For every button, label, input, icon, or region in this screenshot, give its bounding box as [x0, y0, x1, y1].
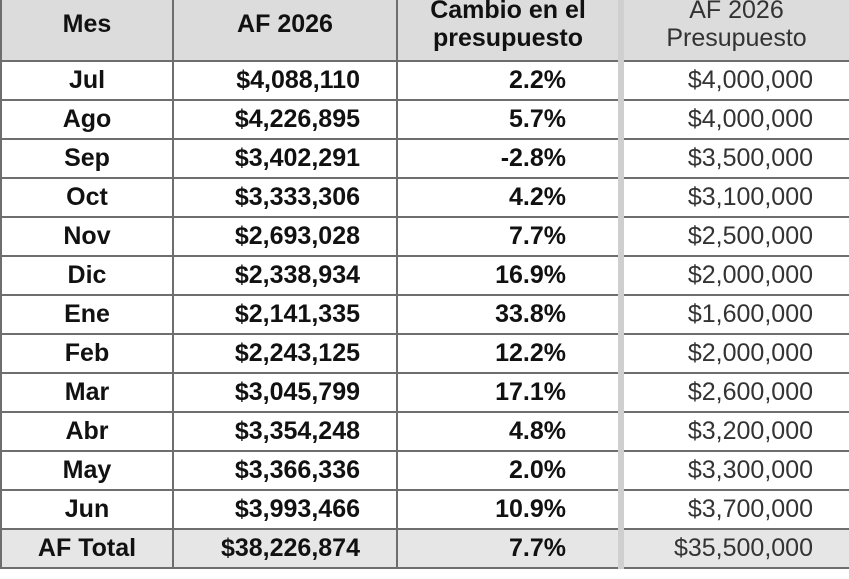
table-row — [1, 373, 849, 412]
table-row — [1, 178, 849, 217]
cell-presupuesto: $3,300,000 — [621, 451, 849, 490]
table-row — [1, 490, 849, 529]
header-row — [1, 0, 849, 61]
cell-presupuesto: $2,600,000 — [621, 373, 849, 412]
cell-cambio: 4.8% — [397, 412, 621, 451]
header-presupuesto — [621, 0, 849, 61]
total-row — [1, 529, 849, 568]
cell-presupuesto: $2,500,000 — [621, 217, 849, 256]
table-row — [1, 217, 849, 256]
header-pres-line1: AF 2026 — [689, 0, 784, 24]
cell-mes: Jun — [1, 490, 173, 529]
cell-cambio: 5.7% — [397, 100, 621, 139]
cell-cambio: 2.2% — [397, 61, 621, 100]
cell-cambio: 12.2% — [397, 334, 621, 373]
table-row — [1, 334, 849, 373]
total-af: $38,226,874 — [173, 529, 397, 568]
cell-mes: Nov — [1, 217, 173, 256]
cell-presupuesto: $1,600,000 — [621, 295, 849, 334]
cell-af: $3,354,248 — [173, 412, 397, 451]
table-row — [1, 451, 849, 490]
table-row — [1, 256, 849, 295]
header-cambio-line2: presupuesto — [432, 24, 584, 52]
cell-af: $2,693,028 — [173, 217, 397, 256]
cell-af: $3,366,336 — [173, 451, 397, 490]
cell-cambio: 2.0% — [397, 451, 621, 490]
cell-mes: Oct — [1, 178, 173, 217]
cell-cambio: 16.9% — [397, 256, 621, 295]
cell-cambio: 10.9% — [397, 490, 621, 529]
total-cambio: 7.7% — [397, 529, 621, 568]
cell-af: $3,045,799 — [173, 373, 397, 412]
table-body — [1, 61, 849, 568]
header-af-2026: AF 2026 — [173, 0, 397, 61]
cell-mes: Dic — [1, 256, 173, 295]
cell-af: $3,333,306 — [173, 178, 397, 217]
cell-presupuesto: $3,100,000 — [621, 178, 849, 217]
cell-cambio: 4.2% — [397, 178, 621, 217]
cell-mes: Mar — [1, 373, 173, 412]
table-header — [1, 0, 849, 61]
header-pres-line2: Presupuesto — [666, 24, 807, 52]
header-cambio-line1: Cambio en el — [430, 0, 586, 24]
cell-presupuesto: $2,000,000 — [621, 334, 849, 373]
cell-mes: Feb — [1, 334, 173, 373]
cell-mes: Jul — [1, 61, 173, 100]
cell-cambio: 33.8% — [397, 295, 621, 334]
cell-cambio: -2.8% — [397, 139, 621, 178]
cell-presupuesto: $3,500,000 — [621, 139, 849, 178]
cell-af: $2,338,934 — [173, 256, 397, 295]
table-row — [1, 412, 849, 451]
cell-af: $4,226,895 — [173, 100, 397, 139]
header-mes: Mes — [1, 0, 173, 61]
cell-cambio: 17.1% — [397, 373, 621, 412]
cell-af: $3,402,291 — [173, 139, 397, 178]
cell-mes: Ago — [1, 100, 173, 139]
total-presupuesto: $35,500,000 — [621, 529, 849, 568]
cell-mes: Abr — [1, 412, 173, 451]
cell-presupuesto: $3,700,000 — [621, 490, 849, 529]
total-label: AF Total — [1, 529, 173, 568]
cell-presupuesto: $4,000,000 — [621, 100, 849, 139]
table-row — [1, 295, 849, 334]
cell-af: $3,993,466 — [173, 490, 397, 529]
cell-af: $2,243,125 — [173, 334, 397, 373]
table-row — [1, 61, 849, 100]
cell-presupuesto: $3,200,000 — [621, 412, 849, 451]
cell-af: $4,088,110 — [173, 61, 397, 100]
cell-presupuesto: $2,000,000 — [621, 256, 849, 295]
cell-presupuesto: $4,000,000 — [621, 61, 849, 100]
cell-mes: Ene — [1, 295, 173, 334]
header-cambio — [397, 0, 621, 61]
cell-af: $2,141,335 — [173, 295, 397, 334]
cell-mes: May — [1, 451, 173, 490]
table-row — [1, 100, 849, 139]
cell-cambio: 7.7% — [397, 217, 621, 256]
cell-mes: Sep — [1, 139, 173, 178]
table-row — [1, 139, 849, 178]
